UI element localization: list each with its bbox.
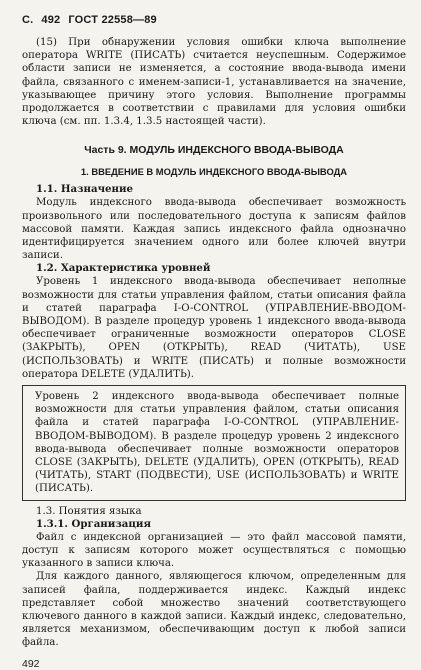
subsection-title-1-3-1: 1.3.1. Организация (36, 517, 152, 530)
header-standard: ГОСТ 22558—89 (68, 14, 157, 26)
footer-page-number: 492 (22, 657, 40, 670)
subsection-title-1-3: 1.3. Понятия языка (36, 505, 142, 517)
subsection-text-1-2: Уровень 1 индексного ввода-вывода обеспечивает неполные возможности для статьи управления файлом, статьи описания файла и статей параграфа I-O-CONTROL (УПРАВЛЕНИЕ-ВВОДОМ-ВЫВОДОМ). В разделе процедур уровень 1 индексного ввода-вывода обеспечивает ограниченные возможности операторов CLOSE (ЗАКРЫТЬ), OPEN (ОТКРЫТЬ), READ (ЧИТАТЬ), USE (ИСПОЛЬЗОВАТЬ) и WRITE (ПИСАТЬ) и полные возможности оператора DELETE (УДАЛИТЬ). (22, 276, 406, 380)
document-page (22, 14, 406, 670)
part-title: Часть 9. МОДУЛЬ ИНДЕКСНОГО ВВОДА-ВЫВОДА (84, 144, 344, 157)
level-2-box (22, 385, 406, 501)
subsection-text-1-3-1-b: Для каждого данного, являющегося ключом, определенным для записей файла, поддерживается индекс. Каждый индекс представляет собой множество значений соответствующего ключевого данного в каждой записи. Каждый индекс, следовательно, является механизмом, обеспечивающим доступ к любой записи файла. (22, 571, 406, 649)
subsection-text-1-1: Модуль индексного ввода-вывода обеспечивает возможность произвольного или последовательного доступа к записям файлов массовой памяти. Каждая запись индексного файла однозначно идентифицируется значением одного или более ключей внутри записи. (22, 197, 406, 262)
subsection-title-1-2: 1.2. Характеристика уровней (36, 262, 211, 275)
running-header (22, 14, 406, 26)
header-page-number: 492 (41, 14, 61, 26)
level-2-box-text: Уровень 2 индексного ввода-вывода обеспечивает полные возможности для статьи управления файлом, статьи описания файла и статей параграфа I-O-CONTROL (УПРАВЛЕНИЕ-ВВОДОМ-ВЫВОДОМ). В разделе процедур уровень 2 индексного ввода-вывода обеспечивает полные возможности операторов CLOSE (ЗАКРЫТЬ), DELETE (УДАЛИТЬ), OPEN (ОТКРЫТЬ), READ (ЧИТАТЬ), START (ПОДВЕСТИ), USE (ИСПОЛЬЗОВАТЬ) и WRITE (ПИСАТЬ). (35, 391, 399, 495)
subsection-text-1-3-1-a: Файл с индексной организацией — это файл массовой памяти, доступ к записям которого может осуществляться с помощью указанного в записи ключа. (22, 531, 406, 570)
intro-paragraph: (15) При обнаружении условия ошибки ключа выполнение оператора WRITE (ПИСАТЬ) считается неуспешным. Содержимое области записи не изменяется, а состояние ввода-вывода имени файла, связанного с именем-записи-1, устанавливается на значение, указывающее причину этого условия. Выполнение программы продолжается в соответствии с правилами для условия ошибки ключа (см. пп. 1.3.4, 1.3.5 настоящей части). (22, 37, 406, 128)
subsection-title-1-1: 1.1. Назначение (36, 183, 134, 196)
header-sign: С. (22, 14, 34, 26)
section-title: 1. ВВЕДЕНИЕ В МОДУЛЬ ИНДЕКСНОГО ВВОДА-ВЫВОДА (80, 166, 348, 178)
